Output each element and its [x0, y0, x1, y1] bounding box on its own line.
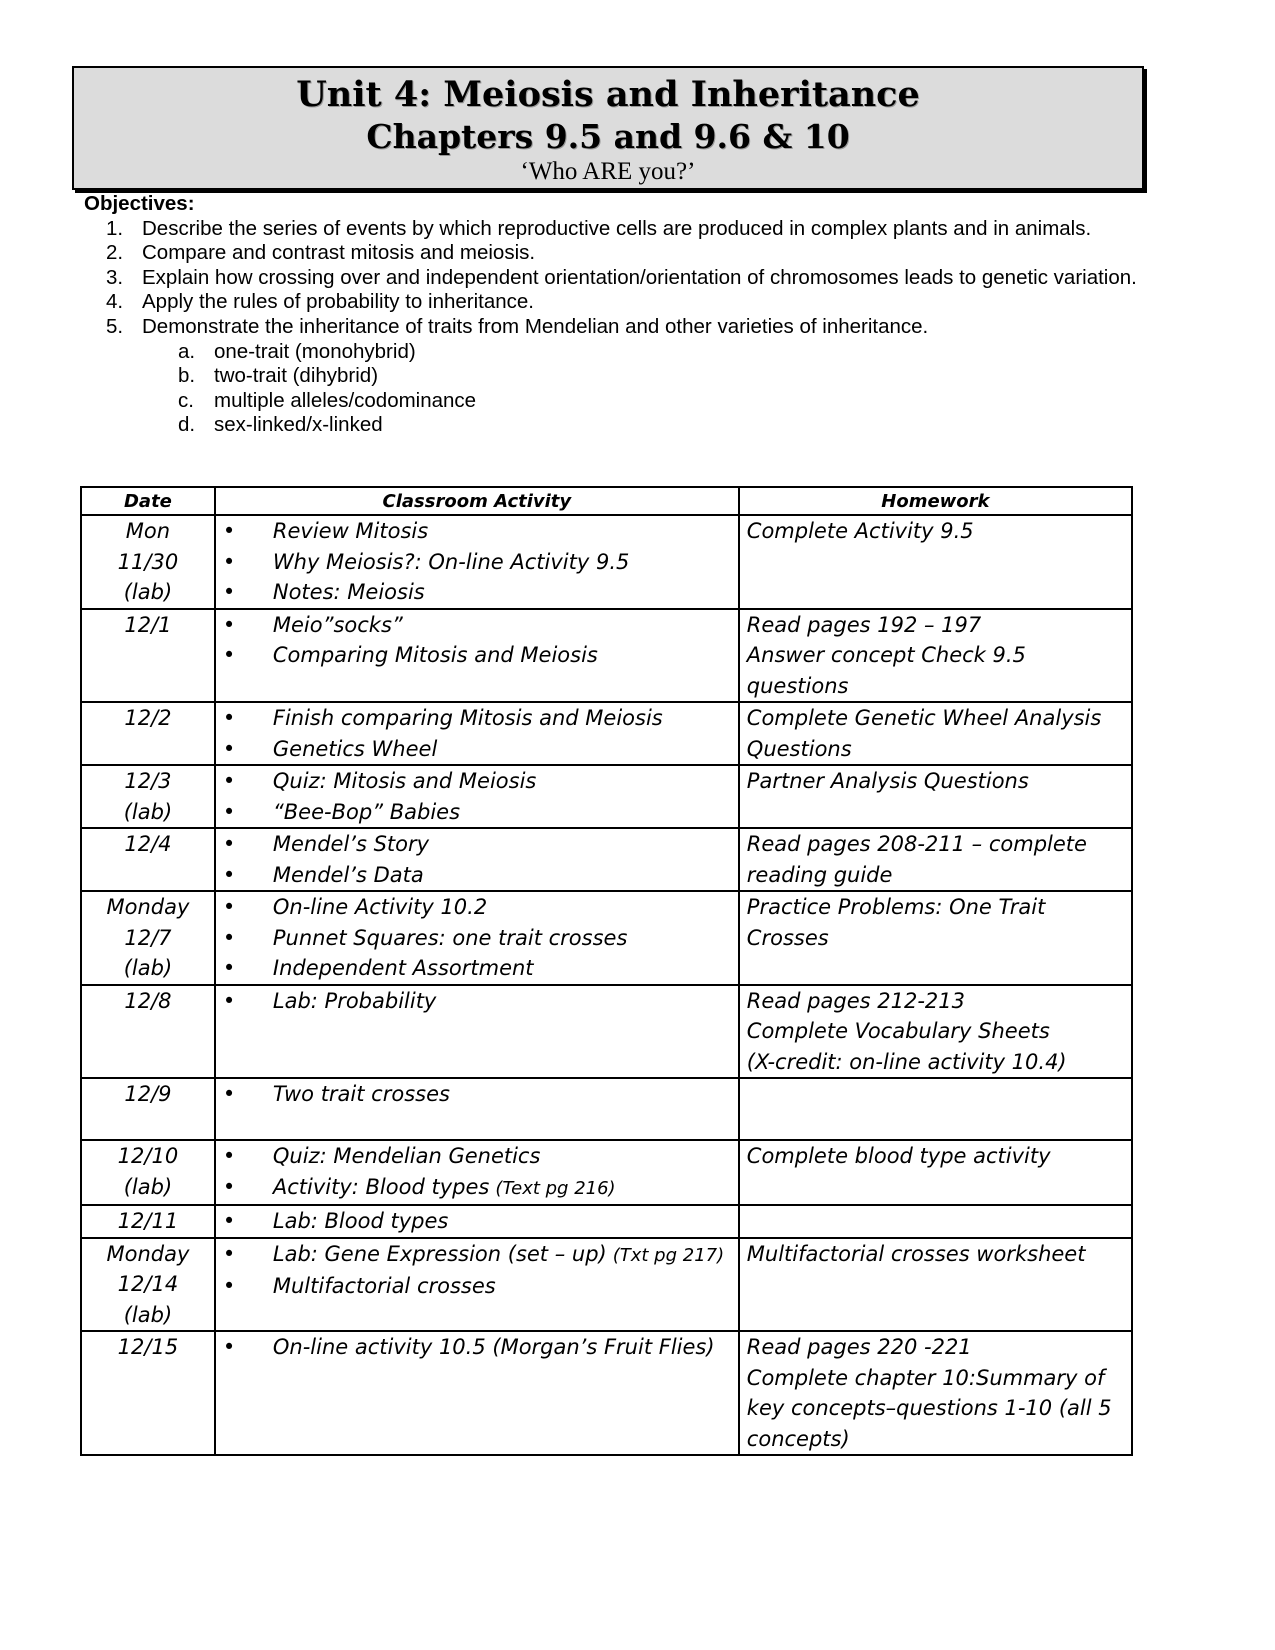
date-line: 12/9: [124, 1082, 172, 1106]
homework-line: Partner Analysis Questions: [746, 769, 1029, 793]
date-cell: [81, 1140, 215, 1205]
activity-cell: [215, 891, 739, 985]
bullet-icon: •: [222, 1241, 236, 1266]
homework-cell: [739, 765, 1132, 828]
activity-item: [223, 986, 731, 1017]
objective-number: 2.: [106, 241, 124, 265]
bullet-icon: •: [222, 643, 236, 667]
activity-item: [223, 923, 731, 954]
activity-text: Notes: Meiosis: [272, 580, 425, 604]
activity-text: Two trait crosses: [272, 1082, 450, 1106]
homework-line: concepts): [746, 1426, 850, 1451]
objective-number: 5.: [106, 314, 124, 338]
activity-text: Quiz: Mendelian Genetics: [272, 1144, 541, 1168]
date-cell: [81, 891, 215, 985]
activity-text: Mendel’s Data: [272, 862, 424, 887]
activity-cell: [215, 515, 739, 609]
bullet-icon: •: [222, 580, 236, 604]
activity-text: Punnet Squares: one trait crosses: [272, 925, 628, 950]
activity-text: Quiz: Mitosis and Meiosis: [272, 769, 537, 793]
table-row: [81, 1331, 1132, 1455]
activity-item: [223, 1332, 731, 1363]
bullet-icon: •: [222, 612, 236, 637]
activity-text: Activity: Blood types: [272, 1174, 490, 1199]
objective-subitem: [84, 389, 1144, 414]
page-tagline: ‘Who ARE you?’: [520, 158, 696, 185]
objectives-list: [84, 217, 1144, 340]
page-title: Unit 4: Meiosis and Inheritance: [296, 74, 920, 115]
activity-item: [223, 892, 731, 923]
date-line: 12/11: [117, 1209, 179, 1233]
homework-line: Complete Genetic Wheel Analysis: [746, 706, 1102, 730]
activity-note: (Text pg 216): [495, 1177, 616, 1199]
unit-header: [72, 66, 1144, 190]
table-row: [81, 985, 1132, 1079]
date-line: Mon: [125, 519, 171, 543]
activity-text: Independent Assortment: [272, 956, 534, 980]
bullet-icon: •: [222, 1082, 236, 1106]
date-cell: [81, 828, 215, 891]
activity-cell: [215, 828, 739, 891]
bullet-icon: •: [222, 956, 236, 980]
objective-text: Apply the rules of probability to inheritance.: [142, 290, 535, 314]
date-cell: [81, 765, 215, 828]
page-subtitle: Chapters 9.5 and 9.6 & 10: [366, 117, 850, 156]
activity-cell: [215, 1205, 739, 1238]
activity-item: [223, 1271, 731, 1302]
homework-line: Questions: [746, 736, 852, 761]
activity-cell: [215, 1140, 739, 1205]
activity-cell: [215, 985, 739, 1079]
column-header-homework: Homework: [739, 487, 1132, 515]
bullet-icon: •: [222, 706, 236, 730]
bullet-icon: •: [222, 1209, 236, 1233]
date-line: (lab): [123, 956, 173, 980]
homework-line: Read pages 208-211 – complete: [746, 832, 1087, 856]
subitem-letter: a.: [178, 339, 196, 363]
activity-cell: [215, 1238, 739, 1332]
date-line: (lab): [123, 1302, 173, 1327]
date-cell: [81, 1331, 215, 1455]
date-line: 12/10: [117, 1144, 179, 1168]
table-row: [81, 1205, 1132, 1238]
activity-cell: [215, 765, 739, 828]
objective-subitem: [84, 413, 1144, 438]
activity-item: [223, 547, 731, 578]
activity-text: Lab: Probability: [272, 988, 437, 1013]
objective-number: 4.: [106, 290, 124, 314]
objective-item: [84, 217, 1144, 242]
bullet-icon: •: [222, 925, 236, 950]
homework-line: Practice Problems: One Trait: [746, 895, 1046, 919]
bullet-icon: •: [222, 1174, 236, 1199]
table-row: [81, 1140, 1132, 1205]
objective-text: Demonstrate the inheritance of traits from Mendelian and other varieties of inheritance.: [142, 314, 929, 338]
homework-line: reading guide: [746, 862, 893, 887]
activity-text: Mendel’s Story: [272, 832, 430, 856]
activity-text: On-line activity 10.5 (Morgan’s Fruit Flies): [272, 1335, 715, 1359]
table-row: [81, 702, 1132, 765]
homework-line: Complete Vocabulary Sheets: [746, 1019, 1050, 1043]
column-header-date: Date: [81, 487, 215, 515]
homework-line: Complete blood type activity: [746, 1144, 1051, 1168]
table-row: [81, 765, 1132, 828]
date-cell: [81, 1078, 215, 1140]
date-line: (lab): [123, 580, 173, 604]
activity-item: [223, 829, 731, 860]
date-line: 12/3: [124, 769, 172, 793]
homework-line: Read pages 212-213: [746, 988, 965, 1013]
objectives-section: [84, 192, 1144, 438]
date-line: 12/15: [117, 1335, 179, 1359]
objectives-heading: Objectives:: [84, 192, 195, 215]
homework-cell: [739, 828, 1132, 891]
date-line: (lab): [123, 799, 173, 824]
date-line: 12/1: [124, 612, 172, 637]
objective-subitem: [84, 340, 1144, 365]
schedule-body: [81, 515, 1132, 1455]
date-cell: [81, 1238, 215, 1332]
activity-text: Finish comparing Mitosis and Meiosis: [272, 706, 663, 730]
bullet-icon: •: [222, 832, 236, 856]
bullet-icon: •: [222, 895, 236, 919]
objective-text: Explain how crossing over and independent orientation/orientation of chromosomes leads to genetic variation.: [142, 265, 1137, 289]
subitem-text: one-trait (monohybrid): [214, 339, 416, 363]
activity-cell: [215, 1331, 739, 1455]
bullet-icon: •: [222, 769, 236, 793]
date-line: Monday: [106, 1241, 190, 1266]
objective-subitems: [84, 340, 1144, 438]
activity-item: [223, 953, 731, 984]
objective-number: 1.: [106, 216, 124, 240]
objective-subitem: [84, 364, 1144, 389]
activity-text: Lab: Gene Expression (set – up): [272, 1241, 607, 1266]
objective-text: Describe the series of events by which reproductive cells are produced in complex plants and in animals.: [142, 216, 1092, 240]
activity-item: [223, 797, 731, 828]
homework-cell: [739, 1140, 1132, 1205]
date-cell: [81, 515, 215, 609]
subitem-letter: c.: [178, 388, 194, 412]
homework-line: Multifactorial crosses worksheet: [746, 1241, 1086, 1266]
activity-item: [223, 1206, 731, 1237]
activity-text: Multifactorial crosses: [272, 1274, 496, 1298]
date-line: 11/30: [117, 549, 179, 574]
bullet-icon: •: [222, 799, 236, 824]
activity-item: [223, 1172, 731, 1205]
activity-item: [223, 766, 731, 797]
subitem-text: sex-linked/x-linked: [214, 413, 383, 437]
homework-line: Answer concept Check 9.5 questions: [746, 643, 1026, 698]
activity-item: [223, 640, 731, 671]
homework-cell: [739, 891, 1132, 985]
homework-line: Read pages 192 – 197: [746, 612, 982, 637]
date-line: Monday: [106, 895, 190, 919]
bullet-icon: •: [222, 736, 236, 761]
homework-line: (X-credit: on-line activity 10.4): [746, 1049, 1067, 1074]
date-line: 12/14: [117, 1272, 179, 1296]
homework-line: Complete chapter 10:Summary of: [746, 1365, 1105, 1390]
activity-cell: [215, 609, 739, 703]
bullet-icon: •: [222, 1274, 236, 1298]
homework-cell: [739, 985, 1132, 1079]
table-row: [81, 609, 1132, 703]
homework-cell: [739, 515, 1132, 609]
activity-item: [223, 610, 731, 641]
homework-line: Complete Activity 9.5: [746, 519, 974, 543]
activity-item: [223, 860, 731, 891]
homework-cell: [739, 1205, 1132, 1238]
date-line: 12/7: [124, 925, 172, 950]
date-cell: [81, 1205, 215, 1238]
homework-cell: [739, 1078, 1132, 1140]
objective-text: Compare and contrast mitosis and meiosis.: [142, 241, 536, 265]
activity-text: Comparing Mitosis and Meiosis: [272, 643, 598, 667]
table-row: [81, 1238, 1132, 1332]
activity-text: Review Mitosis: [272, 519, 429, 543]
table-row: [81, 515, 1132, 609]
homework-line: key concepts–questions 1-10 (all 5: [746, 1396, 1112, 1420]
homework-line: Crosses: [746, 925, 829, 950]
activity-item: [223, 516, 731, 547]
activity-item: [223, 1141, 731, 1172]
homework-cell: [739, 1238, 1132, 1332]
activity-text: Genetics Wheel: [272, 736, 438, 761]
activity-text: Lab: Blood types: [272, 1209, 449, 1233]
subitem-text: two-trait (dihybrid): [214, 364, 379, 388]
homework-cell: [739, 1331, 1132, 1455]
objective-item: [84, 266, 1144, 291]
schedule-table: [80, 486, 1133, 1456]
date-cell: [81, 702, 215, 765]
date-line: 12/2: [124, 706, 172, 730]
table-header-row: [81, 487, 1132, 515]
subitem-letter: b.: [178, 364, 196, 388]
bullet-icon: •: [222, 1335, 236, 1359]
activity-item: [223, 577, 731, 608]
objective-item: [84, 290, 1144, 315]
table-row: [81, 1078, 1132, 1140]
bullet-icon: •: [222, 1144, 236, 1168]
homework-cell: [739, 609, 1132, 703]
bullet-icon: •: [222, 862, 236, 887]
activity-note: (Txt pg 217): [612, 1244, 725, 1266]
activity-text: Why Meiosis?: On-line Activity 9.5: [272, 549, 630, 574]
activity-item: [223, 1239, 731, 1272]
activity-text: “Bee-Bop” Babies: [272, 799, 461, 824]
subitem-text: multiple alleles/codominance: [214, 388, 477, 412]
date-line: (lab): [123, 1174, 173, 1199]
bullet-icon: •: [222, 519, 236, 543]
bullet-icon: •: [222, 988, 236, 1013]
objective-item: [84, 241, 1144, 266]
objective-number: 3.: [106, 265, 124, 289]
homework-cell: [739, 702, 1132, 765]
column-header-activity: Classroom Activity: [215, 487, 739, 515]
activity-cell: [215, 702, 739, 765]
homework-line: Read pages 220 -221: [746, 1335, 972, 1359]
activity-item: [223, 734, 731, 765]
date-line: 12/4: [124, 832, 172, 856]
objective-item: [84, 315, 1144, 340]
activity-cell: [215, 1078, 739, 1140]
date-cell: [81, 609, 215, 703]
bullet-icon: •: [222, 549, 236, 574]
table-row: [81, 891, 1132, 985]
date-line: 12/8: [124, 988, 172, 1013]
activity-item: [223, 1079, 731, 1110]
activity-text: Meio”socks”: [272, 612, 403, 637]
subitem-letter: d.: [178, 413, 196, 437]
activity-text: On-line Activity 10.2: [272, 895, 488, 919]
table-row: [81, 828, 1132, 891]
activity-item: [223, 703, 731, 734]
date-cell: [81, 985, 215, 1079]
